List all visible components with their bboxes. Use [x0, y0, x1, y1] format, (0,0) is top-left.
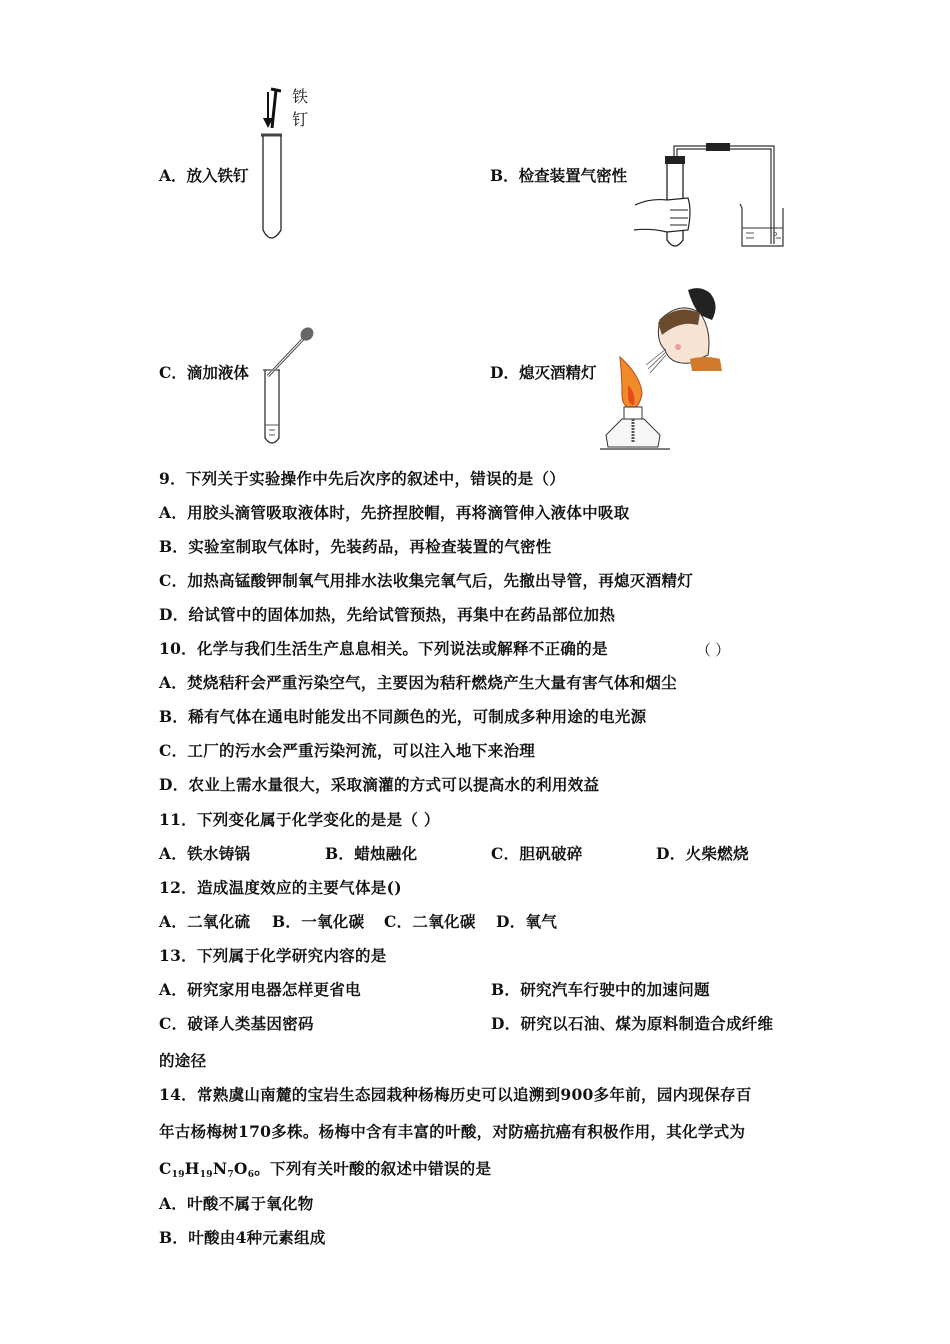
question-13-option-a[interactable]: A．研究家用电器怎样更省电 — [159, 980, 361, 999]
question-13-option-c[interactable]: C．破译人类基因密码 — [159, 1014, 314, 1033]
question-11-option-a[interactable]: A．铁水铸锅 — [159, 844, 251, 863]
dropper-test-tube-illustration — [250, 320, 330, 450]
figure-d — [600, 285, 730, 450]
question-11-option-d[interactable]: D．火柴燃烧 — [656, 844, 749, 863]
figure-a-label: A．放入铁钉 — [159, 166, 249, 185]
question-9-option-a[interactable]: A．用胶头滴管吸取液体时，先挤捏胶帽，再将滴管伸入液体中吸取 — [159, 503, 630, 522]
question-9-option-d[interactable]: D．给试管中的固体加热，先给试管预热，再集中在药品部位加热 — [159, 605, 616, 624]
question-13-stem: 13．下列属于化学研究内容的是 — [159, 946, 387, 965]
question-11-option-b[interactable]: B．蜡烛融化 — [325, 844, 418, 863]
question-10-option-b[interactable]: B．稀有气体在通电时能发出不同颜色的光，可制成多种用途的电光源 — [159, 707, 647, 726]
question-11-stem: 11．下列变化属于化学变化的是是（ ） — [159, 810, 440, 829]
question-14-stem-line-2: 年古杨梅树170多株。杨梅中含有丰富的叶酸，对防癌抗癌有积极作用，其化学式为 — [159, 1122, 746, 1141]
question-12-option-d[interactable]: D．氧气 — [496, 912, 558, 931]
figure-c — [250, 320, 330, 450]
airtightness-apparatus-illustration — [630, 140, 790, 250]
question-14-stem-line-1: 14．常熟虞山南麓的宝岩生态园栽种杨梅历史可以追溯到900多年前，园内现保存百 — [159, 1085, 752, 1104]
question-11-option-c[interactable]: C．胆矾破碎 — [491, 844, 583, 863]
question-9-stem: 9．下列关于实验操作中先后次序的叙述中，错误的是（） — [159, 469, 566, 488]
figure-c-label: C．滴加液体 — [159, 363, 249, 382]
question-10-option-d[interactable]: D．农业上需水量很大，采取滴灌的方式可以提高水的利用效益 — [159, 775, 600, 794]
question-14-stem-rest: 。下列有关叶酸的叙述中错误的是 — [254, 1159, 492, 1178]
question-13-option-d-continuation: 的途径 — [159, 1051, 207, 1070]
question-14-option-b[interactable]: B．叶酸由4种元素组成 — [159, 1228, 326, 1247]
question-9-option-c[interactable]: C．加热高锰酸钾制氧气用排水法收集完氧气后，先撤出导管，再熄灭酒精灯 — [159, 571, 694, 590]
question-10-stem: 10．化学与我们生活生产息息相关。下列说法或解释不正确的是 — [159, 639, 608, 658]
answer-blank: （ ） — [696, 642, 731, 659]
figure-b — [630, 140, 790, 250]
question-12-option-a[interactable]: A．二氧化硫 — [159, 912, 251, 931]
question-9-option-b[interactable]: B．实验室制取气体时，先装药品，再检查装置的气密性 — [159, 537, 552, 556]
nail-annotation-1: 铁 — [292, 87, 309, 106]
question-12-option-b[interactable]: B．一氧化碳 — [272, 912, 365, 931]
question-10-option-a[interactable]: A．焚烧秸秆会严重污染空气，主要因为秸秆燃烧产生大量有害气体和烟尘 — [159, 673, 677, 692]
question-13-option-b[interactable]: B．研究汽车行驶中的加速问题 — [491, 980, 710, 999]
question-12-option-c[interactable]: C．二氧化碳 — [384, 912, 476, 931]
question-12-stem: 12．造成温度效应的主要气体是() — [159, 878, 402, 897]
alcohol-lamp-blowing-illustration — [600, 285, 730, 450]
question-10-option-c[interactable]: C．工厂的污水会严重污染河流，可以注入地下来治理 — [159, 741, 536, 760]
question-14-option-a[interactable]: A．叶酸不属于氧化物 — [159, 1194, 314, 1213]
figure-d-label: D．熄灭酒精灯 — [490, 363, 597, 382]
figure-b-label: B．检查装置气密性 — [490, 166, 628, 185]
question-13-option-d[interactable]: D．研究以石油、煤为原料制造合成纤维 — [491, 1014, 774, 1033]
chemical-formula: $C_{19}H_{19}N_7O_6$ — [159, 1159, 255, 1180]
nail-annotation-2: 钉 — [292, 110, 309, 129]
question-14-stem-line-3 — [159, 1159, 491, 1185]
